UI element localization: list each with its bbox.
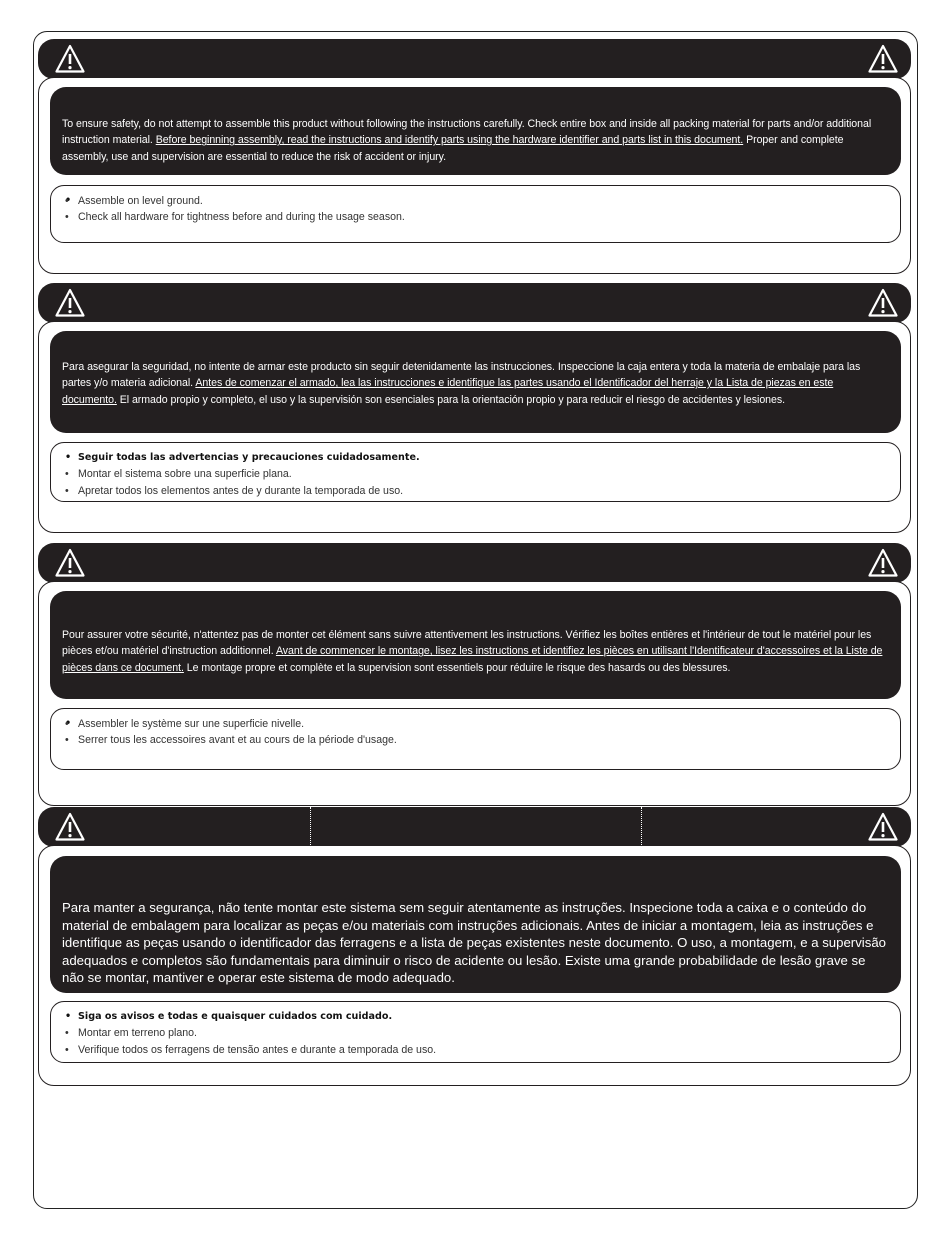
safety-intro-text: Pour assurer votre sécurité, n'attentez pas de monter cet élément sans suivre attentivement les instructions. Vérifiez les boîtes entières et l'intérieur de tout le matériel pour les pièces et/ou matériel d'instruction additionnel. Avant de commencer le montage, lisez les instructions et identifiez les pièces en utilisant l'Identificateur d'accessoires et la Liste de pièces dans ce document. Le montage propre et complète et la supervision sont essentiels pour réduire le risque des hasards ou des blessures. xyxy=(62,629,883,674)
precautions-list-box xyxy=(50,185,901,243)
safety-intro-box xyxy=(50,591,901,699)
warning-triangle-icon xyxy=(868,548,898,578)
warning-triangle-icon xyxy=(55,288,85,318)
warning-banner xyxy=(38,543,911,583)
warning-triangle-icon xyxy=(868,812,898,842)
safety-intro-box xyxy=(50,856,901,993)
list-item: • Check all hardware for tightness before and during the usage season. xyxy=(63,209,888,225)
warning-body xyxy=(38,581,911,806)
list-item: • Apretar todos los elementos antes de y durante la temporada de uso. xyxy=(63,483,888,499)
safety-intro-text: Para manter a segurança, não tente montar este sistema sem seguir atentamente as instruções. Inspecione toda a caixa e o conteúdo do material de embalagem para localizar as peças e/ou materiais com instruções adicionais. Antes de iniciar a montagem, leia as instruções e identifique as peças usando o identificador das ferragens e a lista de peças existentes neste documento. O uso, a montagem, e a supervisão adequados e completos são fundamentais para diminuir o risco de acidente ou lesão. Existe uma grande probabilidade de lesão grave se não se montar, mantiver e operar este sistema de modo adequado. xyxy=(62,900,886,986)
warning-section-en xyxy=(38,39,911,275)
warning-triangle-icon xyxy=(868,288,898,318)
warning-section-es xyxy=(38,283,911,534)
warning-triangle-icon xyxy=(55,44,85,74)
list-item: • Assemble on level ground. xyxy=(63,193,888,209)
list-item: • Seguir todas las advertencias y precauciones cuidadosamente. xyxy=(63,450,888,466)
list-item: • Montar em terreno plano. xyxy=(63,1025,888,1041)
list-item: • Verifique todos os ferragens de tensão antes e durante a temporada de uso. xyxy=(63,1042,888,1058)
warning-body xyxy=(38,77,911,274)
warning-triangle-icon xyxy=(868,44,898,74)
precautions-list xyxy=(63,450,888,499)
precautions-list-box xyxy=(50,1001,901,1063)
list-item: • Siga os avisos e todas e quaisquer cuidados com cuidado. xyxy=(63,1009,888,1025)
warning-body xyxy=(38,321,911,533)
safety-intro-text: Para asegurar la seguridad, no intente de armar este producto sin seguir detenidamente las instrucciones. Inspeccione la caja entera y toda la materia de embalaje para las partes y/o materia adicional. Antes de comenzar el armado, lea las instrucciones e identifique las partes usando el Identificador del herraje y la Lista de piezas en este documento. El armado propio y completo, el uso y la supervisión son esenciales para la orientación propio y para reducir el riesgo de accidentes y lesiones. xyxy=(62,361,861,406)
warning-body xyxy=(38,845,911,1086)
warning-banner xyxy=(38,39,911,79)
safety-intro-box xyxy=(50,87,901,175)
warning-triangle-icon xyxy=(55,548,85,578)
safety-intro-text: To ensure safety, do not attempt to assemble this product without following the instructions carefully. Check entire box and inside all packing material for parts and/or additional instruction material. Before beginning assembly, read the instructions and identify parts using the hardware identifier and parts list in this document. Proper and complete assembly, use and supervision are essential to reduce the risk of accident or injury. xyxy=(62,118,872,163)
warning-banner xyxy=(38,283,911,323)
precautions-list xyxy=(63,1009,888,1058)
warning-section-pt xyxy=(38,807,911,1087)
list-item: • Serrer tous les accessoires avant et au cours de la période d'usage. xyxy=(63,732,888,748)
warning-banner xyxy=(38,807,911,847)
precautions-list-box xyxy=(50,442,901,502)
warning-triangle-icon xyxy=(55,812,85,842)
dotted-divider xyxy=(310,807,311,847)
list-item: • Assembler le système sur une superficie nivelle. xyxy=(63,716,888,732)
precautions-list-box xyxy=(50,708,901,770)
warning-section-fr xyxy=(38,543,911,807)
list-item: • Montar el sistema sobre una superficie plana. xyxy=(63,466,888,482)
precautions-list xyxy=(63,716,888,749)
precautions-list xyxy=(63,193,888,226)
safety-intro-box xyxy=(50,331,901,433)
dotted-divider xyxy=(641,807,642,847)
